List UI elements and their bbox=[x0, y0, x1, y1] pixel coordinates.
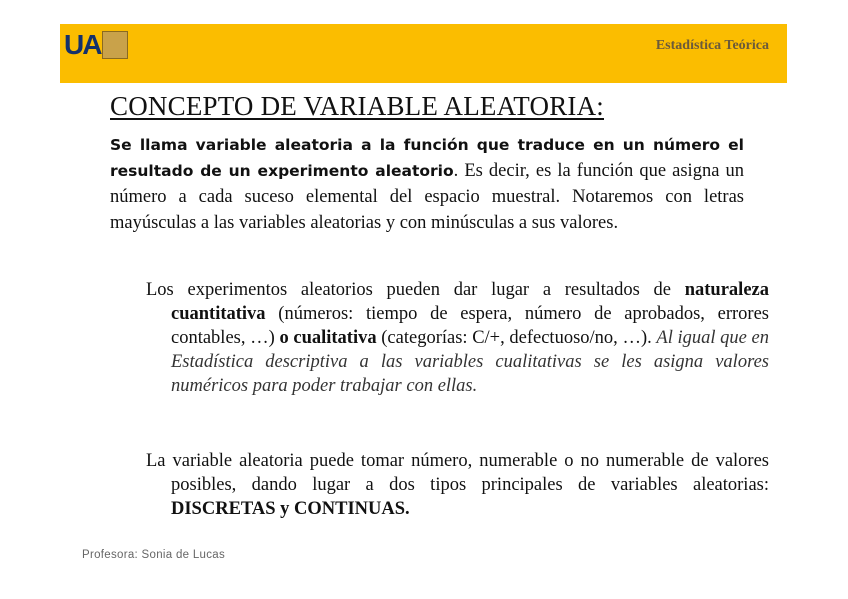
logo-emblem-icon bbox=[102, 31, 128, 59]
ua-logo bbox=[64, 30, 128, 60]
experiments-paragraph bbox=[146, 278, 769, 398]
quantitative-term: naturaleza cuantitativa bbox=[171, 280, 769, 324]
course-title: Estadística Teórica bbox=[655, 38, 769, 53]
para2-text-1: La variable aleatoria puede tomar número, numerable o no numerable de valores posibles, dando lugar a dos tipos principales de variables aleatorias: bbox=[146, 451, 769, 495]
types-paragraph bbox=[146, 449, 769, 521]
page-title: CONCEPTO DE VARIABLE ALEATORIA: bbox=[110, 91, 604, 121]
para1-text-3: (categorías: C/+, defectuoso/no, …). bbox=[376, 328, 657, 348]
para1-text-2: (números: tiempo de espera, número de aprobados, errores contables, …) bbox=[171, 304, 769, 348]
intro-paragraph bbox=[110, 132, 744, 236]
definition-bold: Se llama variable aleatoria a la función que traduce en un número el resultado de un experimento aleatorio bbox=[110, 136, 744, 180]
para1-text-1: Los experimentos aleatorios pueden dar lugar a resultados de bbox=[146, 280, 685, 300]
footer-author: Profesora: Sonia de Lucas bbox=[82, 549, 226, 561]
qualitative-term: o cualitativa bbox=[279, 328, 377, 348]
types-term: DISCRETAS y CONTINUAS. bbox=[171, 499, 410, 519]
definition-rest: . Es decir, es la función que asigna un número a cada suceso elemental del espacio muestral. Notaremos con letras mayúsculas a las variables aleatorias y con minúsculas a sus valores. bbox=[110, 161, 744, 233]
logo-text: UA bbox=[64, 29, 101, 60]
para1-italic-note: Al igual que en Estadística descriptiva a las variables cualitativas se les asigna valores numéricos para poder trabajar con ellas. bbox=[171, 328, 769, 396]
header-bar bbox=[60, 24, 787, 83]
